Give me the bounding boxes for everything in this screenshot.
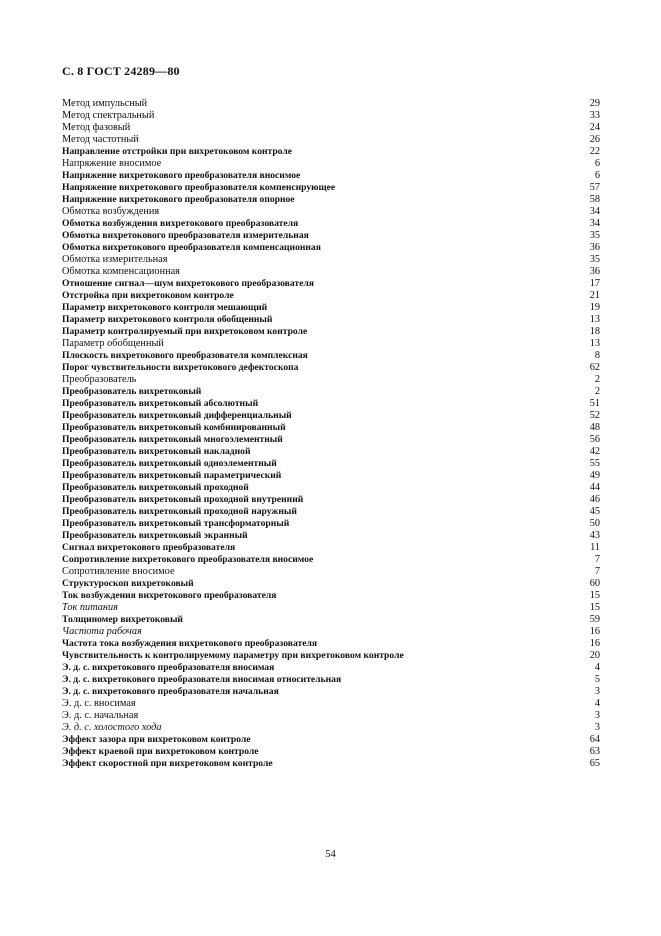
index-term: Сопротивление вносимое	[62, 566, 175, 577]
index-term: Толщиномер вихретоковый	[62, 614, 183, 625]
index-entry	[62, 278, 600, 290]
index-term: Преобразователь вихретоковый трансформаторный	[62, 518, 290, 529]
index-term: Параметр контролируемый при вихретоковом контроле	[62, 326, 308, 337]
index-term: Метод частотный	[62, 134, 139, 145]
index-page-number: 46	[589, 494, 600, 505]
index-entry	[62, 446, 600, 458]
index-page-number: 49	[589, 470, 600, 481]
page-number: 54	[325, 849, 336, 860]
index-page-number: 26	[589, 134, 600, 145]
index-term: Э. д. с. холостого хода	[62, 722, 162, 733]
index-entry	[62, 674, 600, 686]
index-term: Э. д. с. начальная	[62, 710, 139, 721]
index-entry	[62, 230, 600, 242]
index-entry	[62, 206, 600, 218]
index-entry	[62, 410, 600, 422]
index-term: Э. д. с. вихретокового преобразователя начальная	[62, 686, 279, 697]
index-term: Частота рабочая	[62, 626, 142, 637]
index-term: Частота тока возбуждения вихретокового преобразователя	[62, 638, 318, 649]
index-term: Напряжение вихретокового преобразователя вносимое	[62, 170, 301, 181]
index-entry	[62, 242, 600, 254]
index-term: Преобразователь вихретоковый параметрический	[62, 470, 282, 481]
index-entry	[62, 542, 600, 554]
index-entry	[62, 122, 600, 134]
index-term: Обмотка возбуждения вихретокового преобразователя	[62, 218, 299, 229]
index-page-number: 56	[589, 434, 600, 445]
index-page-number: 36	[589, 242, 600, 253]
alphabetical-index	[62, 98, 600, 770]
index-page-number: 4	[594, 698, 600, 709]
index-page-number: 33	[589, 110, 600, 121]
index-entry	[62, 710, 600, 722]
index-page-number: 11	[590, 542, 600, 553]
index-term: Обмотка компенсационная	[62, 266, 180, 277]
index-entry	[62, 494, 600, 506]
index-page-number: 51	[589, 398, 600, 409]
index-term: Преобразователь вихретоковый	[62, 386, 202, 397]
index-page-number: 17	[589, 278, 600, 289]
index-page-number: 6	[594, 170, 600, 181]
index-entry	[62, 266, 600, 278]
index-entry	[62, 374, 600, 386]
index-entry	[62, 746, 600, 758]
index-page-number: 24	[589, 122, 600, 133]
index-entry	[62, 638, 600, 650]
index-entry	[62, 254, 600, 266]
index-page-number: 52	[589, 410, 600, 421]
index-entry	[62, 398, 600, 410]
index-page-number: 13	[589, 338, 600, 349]
index-term: Ток питания	[62, 602, 118, 613]
index-entry	[62, 362, 600, 374]
index-page-number: 44	[589, 482, 600, 493]
index-page-number: 60	[589, 578, 600, 589]
index-page-number: 62	[589, 362, 600, 373]
index-page-number: 7	[594, 566, 600, 577]
index-term: Э. д. с. вихретокового преобразователя вносимая	[62, 662, 275, 673]
index-page-number: 36	[589, 266, 600, 277]
index-entry	[62, 686, 600, 698]
index-entry	[62, 422, 600, 434]
index-page-number: 18	[589, 326, 600, 337]
index-entry	[62, 434, 600, 446]
index-page-number: 6	[594, 158, 600, 169]
index-page-number: 16	[589, 626, 600, 637]
index-term: Обмотка вихретокового преобразователя измерительная	[62, 230, 309, 241]
index-page-number: 29	[589, 98, 600, 109]
index-entry	[62, 554, 600, 566]
index-term: Параметр обобщенный	[62, 338, 164, 349]
index-entry	[62, 530, 600, 542]
index-entry	[62, 170, 600, 182]
index-term: Метод спектральный	[62, 110, 155, 121]
index-term: Структуроскоп вихретоковый	[62, 578, 194, 589]
index-page-number: 22	[589, 146, 600, 157]
page-header: С. 8 ГОСТ 24289—80	[62, 64, 180, 78]
index-term: Преобразователь вихретоковый дифференциальный	[62, 410, 292, 421]
index-entry	[62, 146, 600, 158]
index-page-number: 2	[594, 386, 600, 397]
index-term: Обмотка измерительная	[62, 254, 168, 265]
index-term: Преобразователь вихретоковый экранный	[62, 530, 248, 541]
index-term: Преобразователь вихретоковый проходной наружный	[62, 506, 297, 517]
index-entry	[62, 194, 600, 206]
index-page-number: 34	[589, 206, 600, 217]
index-entry	[62, 506, 600, 518]
index-entry	[62, 662, 600, 674]
index-term: Напряжение вихретокового преобразователя опорное	[62, 194, 295, 205]
index-page-number: 45	[589, 506, 600, 517]
index-page-number: 3	[594, 710, 600, 721]
index-entry	[62, 290, 600, 302]
index-entry	[62, 218, 600, 230]
index-page-number: 19	[589, 302, 600, 313]
index-term: Ток возбуждения вихретокового преобразователя	[62, 590, 277, 601]
index-entry	[62, 458, 600, 470]
index-entry	[62, 758, 600, 770]
index-entry	[62, 182, 600, 194]
index-term: Напряжение вихретокового преобразователя компенсирующее	[62, 182, 336, 193]
index-page-number: 4	[594, 662, 600, 673]
index-term: Плоскость вихретокового преобразователя комплексная	[62, 350, 308, 361]
index-term: Порог чувствительности вихретокового дефектоскопа	[62, 362, 299, 373]
index-page-number: 20	[589, 650, 600, 661]
index-page-number: 55	[589, 458, 600, 469]
index-term: Отстройка при вихретоковом контроле	[62, 290, 234, 301]
index-page-number: 43	[589, 530, 600, 541]
index-page-number: 15	[589, 602, 600, 613]
index-term: Параметр вихретокового контроля обобщенный	[62, 314, 273, 325]
index-term: Э. д. с. вносимая	[62, 698, 136, 709]
index-page-number: 8	[594, 350, 600, 361]
index-page-number: 35	[589, 230, 600, 241]
index-entry	[62, 134, 600, 146]
index-term: Сопротивление вихретокового преобразователя вносимое	[62, 554, 314, 565]
index-entry	[62, 722, 600, 734]
index-page-number: 34	[589, 218, 600, 229]
index-term: Эффект скоростной при вихретоковом контроле	[62, 758, 273, 769]
index-term: Метод импульсный	[62, 98, 148, 109]
index-term: Преобразователь вихретоковый проходной	[62, 482, 249, 493]
index-page-number: 3	[594, 686, 600, 697]
index-entry	[62, 158, 600, 170]
index-term: Преобразователь вихретоковый абсолютный	[62, 398, 259, 409]
index-page-number: 58	[589, 194, 600, 205]
index-entry	[62, 698, 600, 710]
index-term: Преобразователь вихретоковый многоэлементный	[62, 434, 283, 445]
index-term: Преобразователь вихретоковый комбинированный	[62, 422, 286, 433]
index-entry	[62, 98, 600, 110]
index-entry	[62, 734, 600, 746]
index-page-number: 5	[594, 674, 600, 685]
index-entry	[62, 386, 600, 398]
index-entry	[62, 470, 600, 482]
index-term: Напряжение вносимое	[62, 158, 162, 169]
index-page-number: 63	[589, 746, 600, 757]
index-entry	[62, 578, 600, 590]
index-page-number: 57	[589, 182, 600, 193]
index-entry	[62, 350, 600, 362]
index-page-number: 13	[589, 314, 600, 325]
index-page-number: 21	[589, 290, 600, 301]
index-page-number: 3	[594, 722, 600, 733]
index-entry	[62, 302, 600, 314]
index-page-number: 48	[589, 422, 600, 433]
index-term: Преобразователь	[62, 374, 137, 385]
index-term: Преобразователь вихретоковый проходной внутренний	[62, 494, 304, 505]
index-term: Параметр вихретокового контроля мешающий	[62, 302, 268, 313]
index-entry	[62, 314, 600, 326]
index-page-number: 42	[589, 446, 600, 457]
index-term: Э. д. с. вихретокового преобразователя вносимая относительная	[62, 674, 342, 685]
index-term: Отношение сигнал—шум вихретокового преобразователя	[62, 278, 314, 289]
index-page-number: 35	[589, 254, 600, 265]
index-entry	[62, 614, 600, 626]
index-term: Преобразователь вихретоковый накладной	[62, 446, 251, 457]
index-entry	[62, 650, 600, 662]
index-term: Чувствительность к контролируемому параметру при вихретоковом контроле	[62, 650, 404, 661]
index-entry	[62, 590, 600, 602]
index-entry	[62, 338, 600, 350]
index-term: Эффект зазора при вихретоковом контроле	[62, 734, 251, 745]
index-term: Преобразователь вихретоковый одноэлементный	[62, 458, 277, 469]
index-term: Метод фазовый	[62, 122, 131, 133]
index-page-number: 50	[589, 518, 600, 529]
index-entry	[62, 110, 600, 122]
index-page-number: 64	[589, 734, 600, 745]
index-term: Обмотка возбуждения	[62, 206, 160, 217]
index-entry	[62, 518, 600, 530]
index-page-number: 15	[589, 590, 600, 601]
index-term: Направление отстройки при вихретоковом контроле	[62, 146, 292, 157]
index-page-number: 59	[589, 614, 600, 625]
index-page-number: 2	[594, 374, 600, 385]
index-entry	[62, 326, 600, 338]
index-page-number: 16	[589, 638, 600, 649]
index-page-number: 7	[594, 554, 600, 565]
index-term: Эффект краевой при вихретоковом контроле	[62, 746, 259, 757]
index-entry	[62, 482, 600, 494]
index-entry	[62, 626, 600, 638]
index-page-number: 65	[589, 758, 600, 769]
index-entry	[62, 602, 600, 614]
index-entry	[62, 566, 600, 578]
index-term: Сигнал вихретокового преобразователя	[62, 542, 236, 553]
index-term: Обмотка вихретокового преобразователя компенсационная	[62, 242, 321, 253]
